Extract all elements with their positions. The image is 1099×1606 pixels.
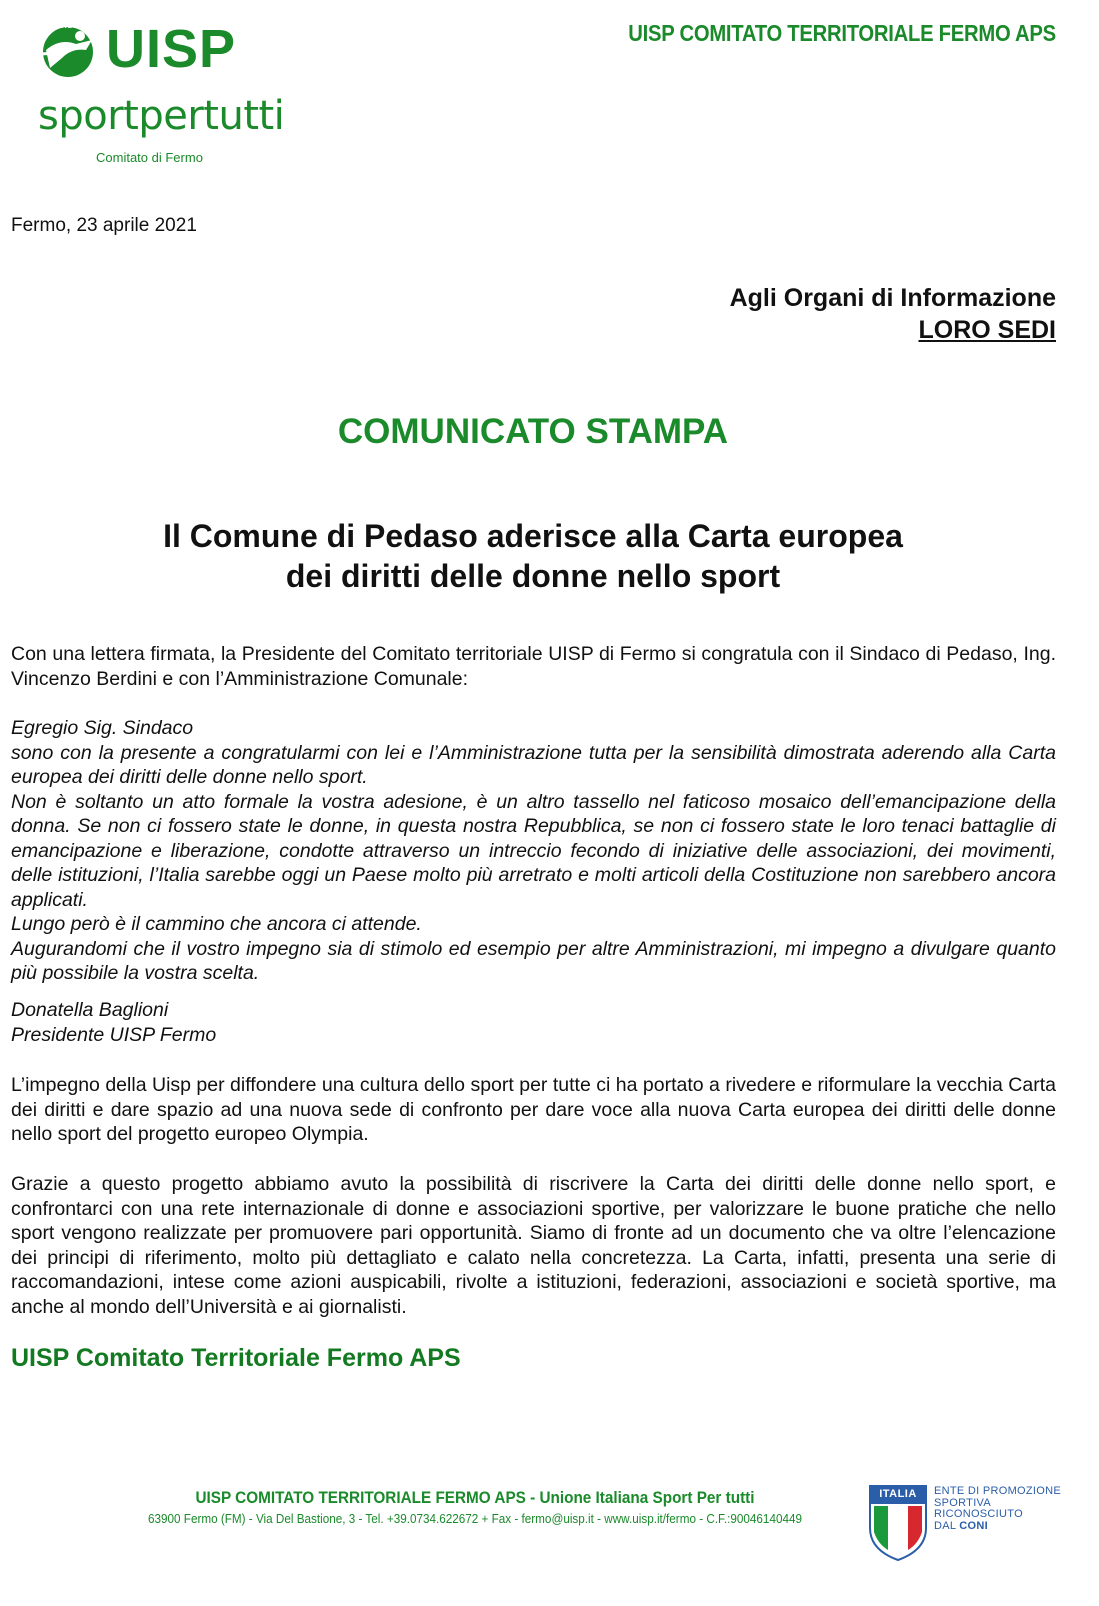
- header-org: UISP COMITATO TERRITORIALE FERMO APS: [628, 20, 1056, 46]
- paragraph-text: L’impegno della Uisp per diffondere una cultura dello sport per tutte ci ha portato a rivedere e riformulare la vecchia Carta dei diritti e dare spazio ad una nuova sede di confronto per dare voce alla nuova Carta europea dei diritti delle donne nello sport del progetto europeo Olympia.: [11, 1074, 1056, 1145]
- logo-subtitle: Comitato di Fermo: [96, 150, 203, 165]
- logo-brand: UISP: [106, 19, 237, 79]
- coni-line: ENTE DI PROMOZIONE: [934, 1485, 1062, 1497]
- paragraph-1: [11, 1073, 1056, 1147]
- document-date: Fermo, 23 aprile 2021: [11, 215, 197, 236]
- title-line1: Il Comune di Pedaso aderisce alla Carta europea: [163, 518, 903, 554]
- recipient-block: [730, 282, 1056, 346]
- coni-bold: CONI: [959, 1519, 988, 1532]
- logo-small-label: UISP: [58, 20, 80, 30]
- letter-paragraph: Lungo però è il cammino che ancora ci attende.: [11, 913, 422, 935]
- organization-signature: UISP Comitato Territoriale Fermo APS: [11, 1344, 461, 1372]
- uisp-logo: [36, 18, 285, 165]
- footer-contact-line: 63900 Fermo (FM) - Via Del Bastione, 3 - Tel. +39.0734.622672 + Fax - fermo@uisp.it - www.uisp.it/fermo - C.F.:90046140449: [148, 1511, 802, 1526]
- recipient-line1: Agli Organi di Informazione: [729, 284, 1056, 312]
- intro-text: Con una lettera firmata, la Presidente del Comitato territoriale UISP di Fermo si congratula con il Sindaco di Pedaso, Ing. Vincenzo Berdini e con l’Amministrazione Comunale:: [11, 643, 1056, 690]
- intro-paragraph: [11, 642, 1056, 691]
- signer-role: Presidente UISP Fermo: [11, 1023, 217, 1046]
- coni-recognition: [934, 1486, 1061, 1532]
- letter-signature: [11, 998, 1056, 1047]
- letter-paragraph: Augurandomi che il vostro impegno sia di stimolo ed esempio per altre Amministrazioni, mi impegno a divulgare quanto più possibile la vostra scelta.: [11, 937, 1056, 984]
- footer-org-line: UISP COMITATO TERRITORIALE FERMO APS - Unione Italiana Sport Per tutti: [195, 1488, 755, 1507]
- letter-paragraph: sono con la presente a congratularmi con lei e l’Amministrazione tutta per la sensibilità dimostrata aderendo alla Carta europea dei diritti delle donne nello sport.: [11, 741, 1056, 788]
- signer-name: Donatella Baglioni: [11, 999, 169, 1021]
- letter-paragraph: Non è soltanto un atto formale la vostra adesione, è un altro tassello nel faticoso mosaico dell’emancipazione della donna. Se non ci fossero state le donne, in questa nostra Repubblica, se non ci fossero state le loro tenaci battaglie di emancipazione e liberazione, condotte attraverso un intreccio fecondo di iniziative delle associazioni, dei movimenti, delle istituzioni, l’Italia sarebbe oggi un Paese molto più arretrato e molti articoli della Costituzione non sarebbero ancora applicati.: [11, 790, 1056, 911]
- coni-badge-text: ITALIA: [879, 1488, 917, 1500]
- document-heading: COMUNICATO STAMPA: [337, 412, 729, 451]
- coni-line: SPORTIVA: [934, 1496, 992, 1509]
- logo-tagline: sportpertutti: [38, 93, 285, 139]
- title-line2: dei diritti delle donne nello sport: [285, 558, 781, 594]
- coni-line: RICONOSCIUTO: [934, 1508, 1023, 1520]
- paragraph-text: Grazie a questo progetto abbiamo avuto la possibilità di riscrivere la Carta dei diritti delle donne nello sport, e confrontarci con una rete internazionale di donne e associazioni sportive, per valorizzare le buone pratiche che nello sport vengono realizzate per promuovere pari opportunità. Siamo di fronte ad un documento che va oltre l’elencazione dei principi di riferimento, molto più dettagliato e calato nella concretezza. La Carta, infatti, presenta una serie di raccomandazioni, intese come azioni auspicabili, rivolte a istituzioni, federazioni, associazioni e società sportive, ma anche al mondo dell’Università e ai giornalisti.: [11, 1173, 1056, 1318]
- recipient-line2: LORO SEDI: [918, 316, 1056, 344]
- runner-globe-icon: [36, 24, 100, 80]
- coni-prefix: DAL: [934, 1519, 960, 1532]
- letter-salutation: Egregio Sig. Sindaco: [11, 717, 194, 739]
- document-title: [0, 516, 1066, 596]
- coni-line-last: [934, 1521, 1061, 1533]
- letter-block: [11, 716, 1056, 986]
- paragraph-2: [11, 1172, 1056, 1319]
